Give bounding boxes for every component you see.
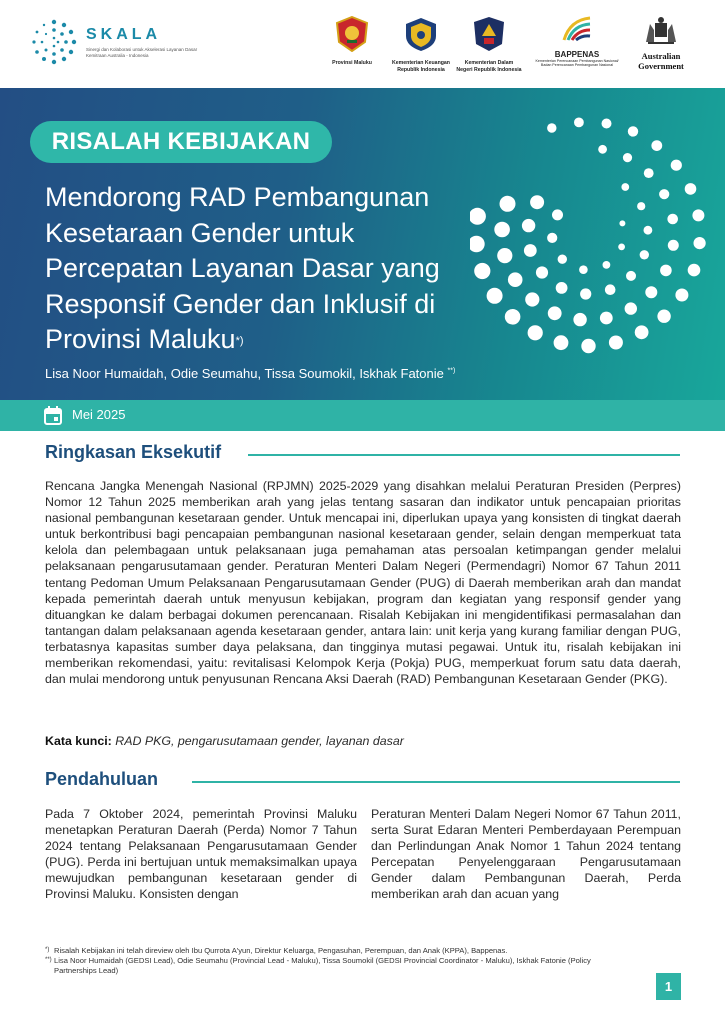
partner-bappenas (532, 16, 622, 68)
swirl-dot (474, 263, 490, 279)
skala-tagline: Sinergi dan Kolaborasi untuk Akselerasi Layanan Dasar Kemitraan Australia - Indonesia (86, 47, 198, 58)
swirl-dot (505, 309, 521, 325)
document-type-badge: RISALAH KEBIJAKAN (30, 121, 332, 163)
swirl-dot (621, 183, 629, 191)
partner-label: Kementerian Keuangan Republik Indonesia (392, 60, 450, 73)
swirl-dot (625, 302, 637, 314)
swirl-dot (487, 288, 503, 304)
swirl-dot (644, 226, 653, 235)
swirl-dot (644, 168, 654, 178)
swirl-dot (688, 264, 701, 277)
partner-kemenkeu (388, 16, 454, 73)
swirl-dot (508, 272, 523, 287)
skala-logo (28, 16, 198, 72)
partner-maluku (322, 16, 382, 67)
swirl-dot (660, 265, 672, 277)
swirl-dot (603, 261, 611, 269)
kemenkeu-emblem-icon (403, 16, 439, 52)
publication-date: Mei 2025 (72, 407, 126, 422)
swirl-dot (556, 282, 568, 294)
page-number: 1 (656, 973, 681, 1000)
footnote-text: Lisa Noor Humaidah (GEDSI Lead), Odie Seumahu (Provincial Lead - Maluku), Tissa Soumokil (GEDSI Provincial Coordinator - Maluku), Iskhak Fatonie (Policy Partnerships Lead) (54, 956, 591, 975)
swirl-dot (685, 183, 697, 195)
partner-kemendagri (456, 16, 522, 73)
page-title (45, 180, 485, 358)
swirl-dot (581, 339, 595, 353)
hero-banner (0, 88, 725, 400)
summary-body: Rencana Jangka Menengah Nasional (RPJMN) 2025-2029 yang disahkan melalui Peraturan Presiden (Perpres) Nomor 12 Tahun 2025 memberikan arah yang jelas tentang sasaran dan indikator untuk pencapaian prioritas nasional pembangunan kesetaraan gender. Untuk mencapai ini, diperlukan upaya yang konsisten di tingkat daerah untuk berkontribusi bagi pencapaian pembangunan nasional kesetaraan gender, selain dengan memperkuat tata kelola dan pelembagaan untuk pelaksanaan juga pemahaman atas persoalan ketimpangan gender melalui pelaksanaan pengarusutamaan gender. Peraturan Menteri Dalam Negeri (Permendagri) Nomor 67 Tahun 2011 tentang Pedoman Umum Pelaksanaan Pengarusutamaan Gender (PUG) di Daerah memberikan arah dan mandat kepada pemerintah daerah untuk menyusun kebijakan, program dan kegiatan yang responsif gender yang dituangkan ke dalam berbagai dokumen perencanaan. Risalah Kebijakan ini mengidentifikasi permasalahan dan tantangan dalam pelaksanaan agenda kesetaraan gender, antara lain: unit kerja yang kurang familiar dengan PUG, terbatasnya kapasitas sumber daya pelaksana, dan tingginya mutasi pegawai. Untuk itu, risalah kebijakan ini memberikan rekomendasi, yaitu: revitalisasi Kelompok Kerja (Pokja) PUG, memperkuat forum satu data daerah, dan mulai mendorong untuk penyusunan Rencana Aksi Daerah (RAD) Pembangunan Kesetaraan Gender (PKG). (45, 479, 681, 687)
swirl-dot (640, 250, 649, 259)
swirl-dot (675, 289, 688, 302)
swirl-dot (659, 189, 669, 199)
date-band (0, 400, 725, 431)
partner-sublabel: Kementerian Perencanaan Pembangunan Nasional/ Badan Perencanaan Pembangunan Nasional (535, 59, 619, 68)
swirl-dot (525, 292, 539, 306)
swirl-dot (574, 118, 584, 128)
swirl-dot (536, 266, 548, 278)
authors-text: Lisa Noor Humaidah, Odie Seumahu, Tissa Soumokil, Iskhak Fatonie (45, 366, 444, 381)
maluku-emblem-icon (335, 16, 369, 52)
summary-heading: Ringkasan Eksekutif (45, 442, 222, 462)
swirl-dot (626, 271, 636, 281)
partner-label: Provinsi Maluku (332, 60, 372, 66)
skala-dots-icon (28, 16, 80, 68)
swirl-dot (530, 195, 544, 209)
partner-label: Kementerian Dalam Negeri Republik Indonesia (456, 60, 522, 73)
swirl-dot (547, 123, 556, 132)
swirl-dot (547, 233, 557, 243)
logo-strip (0, 0, 725, 88)
swirl-dot (558, 255, 567, 264)
swirl-dot (573, 313, 586, 326)
footnote-text: Risalah Kebijakan ini telah direview oleh Ibu Qurrota A'yun, Direktur Keluarga, Pengasuhan, Perempuan, dan Anak (KPPA), Bappenas. (54, 946, 508, 955)
swirl-dot (470, 208, 486, 225)
swirl-dot (494, 222, 510, 238)
title-text: Mendorong RAD Pembangunan Kesetaraan Gender untuk Percepatan Layanan Dasar yang Responsif Gender dan Inklusif di Provinsi Maluku (45, 182, 440, 354)
swirl-dot (619, 220, 625, 226)
bappenas-logo-icon (560, 16, 594, 42)
swirl-dot (651, 140, 662, 151)
swirl-dot (554, 335, 569, 350)
swirl-dot (668, 240, 679, 251)
authors-line (45, 366, 455, 381)
partner-label: BAPPENAS (554, 50, 600, 59)
keywords-text: RAD PKG, pengarusutamaan gender, layanan dasar (115, 734, 404, 748)
footnote-item (45, 956, 605, 976)
skala-name: SKALA (86, 26, 162, 43)
title-footnote-mark: *) (235, 335, 244, 347)
swirl-dot (497, 248, 512, 263)
swirl-dot (671, 160, 682, 171)
swirl-dot (580, 288, 591, 299)
swirl-dot (694, 237, 706, 249)
swirl-dot (598, 145, 607, 154)
intro-heading: Pendahuluan (45, 769, 159, 789)
keywords-line (45, 734, 404, 748)
swirl-dot (579, 265, 588, 274)
swirl-dot (618, 244, 625, 251)
footnotes (45, 946, 605, 976)
footnote-item (45, 946, 605, 956)
swirl-dot (667, 214, 678, 225)
dot-swirl-decoration-icon (470, 106, 710, 366)
swirl-dot (500, 196, 516, 212)
intro-heading-rule (192, 781, 680, 783)
partner-label: Australian Government (638, 51, 684, 71)
swirl-dot (470, 236, 485, 253)
swirl-dot (645, 286, 657, 298)
kemendagri-emblem-icon (472, 16, 506, 52)
calendar-icon (44, 406, 62, 425)
swirl-dot (600, 312, 613, 325)
intro-column-2: Peraturan Menteri Dalam Negeri Nomor 67 Tahun 2011, serta Surat Edaran Menteri Pemberdayaan Perempuan dan Perlindungan Anak Nomor 1 Tahun 2024 tentang Percepatan Penyelenggaraan Pengarusutamaan Gender dalam Pembangunan Daerah, Perda memberikan arah dan acuan yang (371, 807, 681, 902)
swirl-dot (528, 325, 543, 340)
footnote-mark: **) (45, 957, 52, 963)
intro-column-1: Pada 7 Oktober 2024, pemerintah Provinsi Maluku menetapkan Peraturan Daerah (Perda) Nomor 7 Tahun 2024 tentang Pelaksanaan Pengarusutamaan Gender (PUG). Perda ini bertujuan untuk memaksimalkan upaya mewujudkan pembangunan kesetaraan gender di Provinsi Maluku. Konsisten dengan (45, 807, 357, 902)
swirl-dot (692, 209, 704, 221)
swirl-dot (635, 325, 649, 339)
swirl-dot (605, 284, 616, 295)
swirl-dot (623, 153, 632, 162)
swirl-dot (628, 126, 638, 136)
swirl-dot (524, 244, 537, 257)
swirl-dot (602, 119, 612, 129)
partner-australia (626, 16, 696, 71)
swirl-dot (548, 306, 562, 320)
keywords-label: Kata kunci: (45, 734, 112, 748)
swirl-dot (657, 310, 670, 323)
summary-heading-rule (248, 454, 680, 456)
swirl-dot (637, 202, 645, 210)
swirl-dot (522, 219, 535, 232)
swirl-dot (552, 209, 563, 220)
authors-footnote-mark: **) (447, 367, 456, 375)
swirl-dot (609, 336, 623, 350)
footnote-mark: *) (45, 947, 50, 953)
australia-crest-icon (640, 16, 682, 46)
